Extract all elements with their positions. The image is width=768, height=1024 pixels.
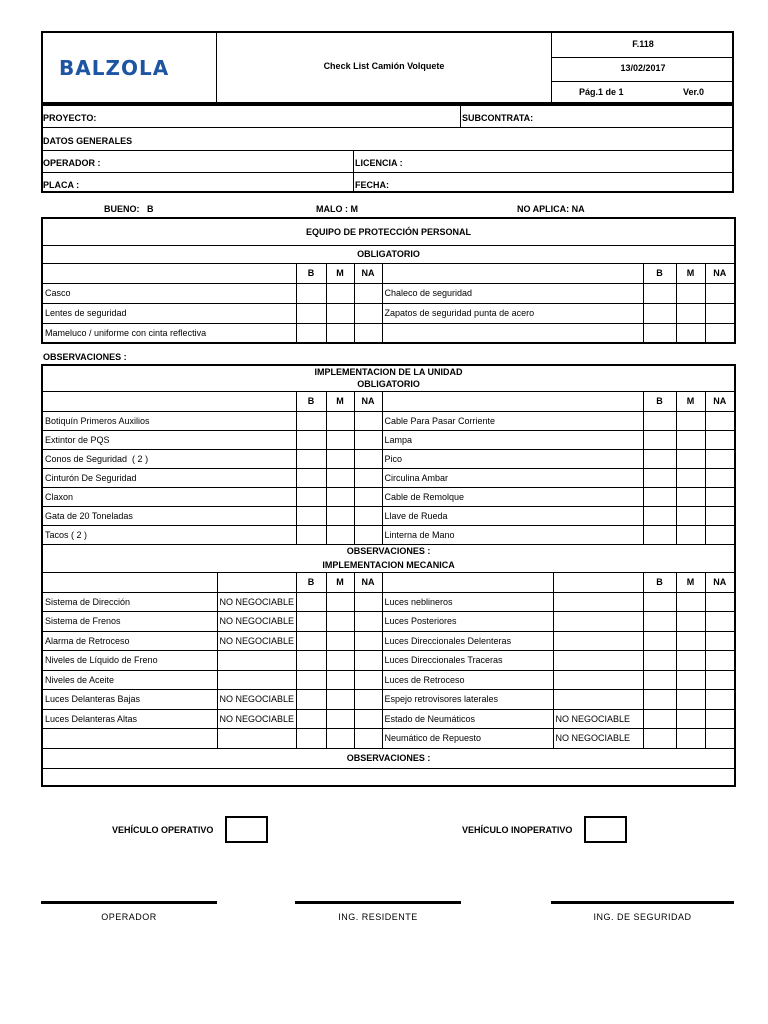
col-m: M bbox=[676, 263, 705, 283]
check-cell[interactable] bbox=[705, 283, 735, 303]
check-cell[interactable] bbox=[643, 670, 676, 690]
signature-line-operador bbox=[41, 901, 217, 904]
check-cell[interactable] bbox=[676, 323, 705, 343]
table-row bbox=[42, 487, 735, 506]
check-cell[interactable] bbox=[676, 631, 705, 651]
item-label: Neumático de Repuesto bbox=[382, 729, 553, 749]
check-cell[interactable] bbox=[643, 631, 676, 651]
check-cell[interactable] bbox=[705, 592, 735, 612]
signature-line-residente bbox=[295, 901, 461, 904]
check-cell[interactable] bbox=[643, 303, 676, 323]
table-row bbox=[42, 323, 735, 343]
check-cell[interactable] bbox=[705, 411, 735, 430]
general-divider bbox=[460, 104, 461, 127]
check-cell[interactable] bbox=[326, 449, 354, 468]
table-row bbox=[42, 430, 735, 449]
item-note: NO NEGOCIABLE bbox=[553, 729, 643, 749]
observaciones-field[interactable] bbox=[42, 768, 735, 786]
table-row bbox=[42, 729, 735, 749]
item-note bbox=[553, 631, 643, 651]
check-cell[interactable] bbox=[326, 468, 354, 487]
check-cell[interactable] bbox=[354, 411, 382, 430]
header-divider bbox=[551, 81, 734, 82]
check-cell[interactable] bbox=[326, 525, 354, 544]
epp-observaciones: OBSERVACIONES : bbox=[43, 352, 127, 362]
company-logo: BALZOLA bbox=[59, 56, 170, 80]
item-note bbox=[553, 690, 643, 710]
check-cell[interactable] bbox=[643, 612, 676, 632]
check-cell[interactable] bbox=[326, 506, 354, 525]
item-note: NO NEGOCIABLE bbox=[553, 709, 643, 729]
table-row bbox=[42, 525, 735, 544]
check-cell[interactable] bbox=[354, 612, 382, 632]
item-label: Chaleco de seguridad bbox=[382, 283, 643, 303]
check-cell[interactable] bbox=[326, 709, 354, 729]
check-cell[interactable] bbox=[354, 631, 382, 651]
col-b: B bbox=[643, 263, 676, 283]
check-cell[interactable] bbox=[296, 670, 326, 690]
check-cell[interactable] bbox=[354, 670, 382, 690]
item-label: Cable de Remolque bbox=[382, 487, 643, 506]
check-cell[interactable] bbox=[705, 690, 735, 710]
table-row bbox=[42, 612, 735, 632]
check-cell[interactable] bbox=[326, 323, 354, 343]
form-page: Pág.1 de 1 bbox=[579, 87, 624, 97]
check-cell[interactable] bbox=[643, 729, 676, 749]
check-cell[interactable] bbox=[326, 487, 354, 506]
check-cell[interactable] bbox=[676, 468, 705, 487]
check-cell[interactable] bbox=[643, 411, 676, 430]
check-cell[interactable] bbox=[326, 690, 354, 710]
check-cell[interactable] bbox=[354, 487, 382, 506]
col-m: M bbox=[676, 391, 705, 411]
check-cell[interactable] bbox=[296, 729, 326, 749]
check-cell[interactable] bbox=[705, 631, 735, 651]
check-cell[interactable] bbox=[705, 651, 735, 671]
check-cell[interactable] bbox=[296, 487, 326, 506]
col-m: M bbox=[326, 263, 354, 283]
item-label: Llave de Rueda bbox=[382, 506, 643, 525]
item-label: Luces Direccionales Traceras bbox=[382, 651, 553, 671]
item-note bbox=[217, 651, 296, 671]
check-cell[interactable] bbox=[705, 449, 735, 468]
item-label: Luces de Retroceso bbox=[382, 670, 553, 690]
general-divider bbox=[353, 150, 354, 193]
check-cell[interactable] bbox=[705, 612, 735, 632]
col-na: NA bbox=[354, 391, 382, 411]
check-cell[interactable] bbox=[354, 303, 382, 323]
general-divider bbox=[41, 150, 734, 151]
epp-table bbox=[41, 217, 736, 344]
legend-bueno: BUENO: B bbox=[104, 204, 154, 214]
check-cell[interactable] bbox=[643, 487, 676, 506]
check-cell[interactable] bbox=[676, 411, 705, 430]
operador-label: OPERADOR : bbox=[43, 158, 101, 168]
check-cell[interactable] bbox=[354, 690, 382, 710]
table-row bbox=[42, 449, 735, 468]
signature-label-seguridad: ING. DE SEGURIDAD bbox=[593, 912, 692, 922]
check-cell[interactable] bbox=[705, 430, 735, 449]
check-cell[interactable] bbox=[326, 631, 354, 651]
check-cell[interactable] bbox=[705, 487, 735, 506]
item-label: Linterna de Mano bbox=[382, 525, 643, 544]
mecanica-observaciones: OBSERVACIONES : bbox=[42, 748, 735, 768]
check-cell[interactable] bbox=[705, 729, 735, 749]
signature-label-residente: ING. RESIDENTE bbox=[338, 912, 418, 922]
check-cell[interactable] bbox=[643, 506, 676, 525]
datos-generales-label: DATOS GENERALES bbox=[43, 136, 133, 146]
check-cell[interactable] bbox=[676, 449, 705, 468]
epp-subtitle: OBLIGATORIO bbox=[42, 245, 735, 263]
check-cell[interactable] bbox=[676, 690, 705, 710]
table-row bbox=[42, 690, 735, 710]
table-row bbox=[42, 283, 735, 303]
item-label: Alarma de Retroceso bbox=[42, 631, 217, 651]
legend-malo: MALO : M bbox=[316, 204, 358, 214]
item-label: Cinturón De Seguridad bbox=[42, 468, 296, 487]
proyecto-label: PROYECTO: bbox=[43, 113, 97, 123]
item-note bbox=[553, 592, 643, 612]
check-cell[interactable] bbox=[354, 506, 382, 525]
check-cell[interactable] bbox=[643, 468, 676, 487]
check-cell[interactable] bbox=[705, 709, 735, 729]
check-cell[interactable] bbox=[296, 525, 326, 544]
form-version: Ver.0 bbox=[683, 87, 705, 97]
check-cell[interactable] bbox=[354, 468, 382, 487]
fecha-label: FECHA: bbox=[355, 180, 389, 190]
item-label: Luces neblineros bbox=[382, 592, 553, 612]
item-label bbox=[42, 729, 217, 749]
item-label: Casco bbox=[42, 283, 296, 303]
header-divider bbox=[551, 57, 734, 58]
col-na: NA bbox=[354, 263, 382, 283]
item-label: Espejo retrovisores laterales bbox=[382, 690, 553, 710]
mecanica-column-header bbox=[42, 572, 735, 592]
form-title: Check List Camión Volquete bbox=[323, 61, 445, 71]
check-cell[interactable] bbox=[676, 283, 705, 303]
item-note: NO NEGOCIABLE bbox=[217, 612, 296, 632]
item-label: Sistema de Dirección bbox=[42, 592, 217, 612]
item-note bbox=[217, 729, 296, 749]
signature-label-operador: OPERADOR bbox=[101, 912, 157, 922]
check-cell[interactable] bbox=[296, 430, 326, 449]
unidad-mecanica-table bbox=[41, 364, 736, 787]
unidad-title: IMPLEMENTACION DE LA UNIDAD bbox=[42, 365, 735, 378]
item-note: NO NEGOCIABLE bbox=[217, 631, 296, 651]
check-cell[interactable] bbox=[296, 449, 326, 468]
form-date: 13/02/2017 bbox=[620, 63, 666, 73]
col-m: M bbox=[676, 572, 705, 592]
check-cell[interactable] bbox=[705, 323, 735, 343]
check-cell[interactable] bbox=[354, 592, 382, 612]
item-label: Cable Para Pasar Corriente bbox=[382, 411, 643, 430]
col-b: B bbox=[296, 572, 326, 592]
item-label: Mameluco / uniforme con cinta reflectiva bbox=[42, 323, 296, 343]
check-cell[interactable] bbox=[643, 449, 676, 468]
check-cell[interactable] bbox=[326, 612, 354, 632]
signature-line-seguridad bbox=[551, 901, 734, 904]
item-label: Luces Delanteras Altas bbox=[42, 709, 217, 729]
item-label: Luces Delanteras Bajas bbox=[42, 690, 217, 710]
check-cell[interactable] bbox=[326, 651, 354, 671]
check-cell[interactable] bbox=[676, 612, 705, 632]
check-cell[interactable] bbox=[643, 283, 676, 303]
mecanica-title: IMPLEMENTACION MECANICA bbox=[42, 558, 735, 572]
item-label: Botiquín Primeros Auxilios bbox=[42, 411, 296, 430]
table-row bbox=[42, 468, 735, 487]
check-cell[interactable] bbox=[705, 506, 735, 525]
item-label: Claxon bbox=[42, 487, 296, 506]
check-cell[interactable] bbox=[296, 631, 326, 651]
unidad-column-header bbox=[42, 391, 735, 411]
item-label: Estado de Neumáticos bbox=[382, 709, 553, 729]
epp-column-header bbox=[42, 263, 735, 283]
check-cell[interactable] bbox=[643, 592, 676, 612]
check-cell[interactable] bbox=[676, 525, 705, 544]
check-cell[interactable] bbox=[326, 283, 354, 303]
licencia-label: LICENCIA : bbox=[355, 158, 403, 168]
check-cell[interactable] bbox=[326, 592, 354, 612]
check-cell[interactable] bbox=[296, 283, 326, 303]
table-row bbox=[42, 303, 735, 323]
check-cell[interactable] bbox=[296, 411, 326, 430]
subcontrata-label: SUBCONTRATA: bbox=[462, 113, 534, 123]
item-label: Extintor de PQS bbox=[42, 430, 296, 449]
check-cell[interactable] bbox=[643, 651, 676, 671]
check-cell[interactable] bbox=[676, 430, 705, 449]
check-cell[interactable] bbox=[296, 651, 326, 671]
item-note: NO NEGOCIABLE bbox=[217, 592, 296, 612]
check-cell[interactable] bbox=[326, 670, 354, 690]
check-cell[interactable] bbox=[354, 651, 382, 671]
col-m: M bbox=[326, 391, 354, 411]
table-row bbox=[42, 506, 735, 525]
check-cell[interactable] bbox=[705, 525, 735, 544]
check-cell[interactable] bbox=[643, 323, 676, 343]
legend-no-aplica: NO APLICA: NA bbox=[517, 204, 585, 214]
table-row bbox=[42, 592, 735, 612]
check-cell[interactable] bbox=[326, 729, 354, 749]
col-b: B bbox=[643, 572, 676, 592]
check-cell[interactable] bbox=[296, 303, 326, 323]
item-label: Tacos ( 2 ) bbox=[42, 525, 296, 544]
col-m: M bbox=[326, 572, 354, 592]
check-cell[interactable] bbox=[326, 411, 354, 430]
check-cell[interactable] bbox=[354, 709, 382, 729]
check-cell[interactable] bbox=[296, 592, 326, 612]
check-cell[interactable] bbox=[676, 303, 705, 323]
item-note bbox=[553, 651, 643, 671]
item-label: Lampa bbox=[382, 430, 643, 449]
check-cell[interactable] bbox=[326, 303, 354, 323]
check-cell[interactable] bbox=[676, 506, 705, 525]
check-cell[interactable] bbox=[354, 283, 382, 303]
check-cell[interactable] bbox=[354, 729, 382, 749]
col-na: NA bbox=[705, 572, 735, 592]
table-row bbox=[42, 670, 735, 690]
item-label: Pico bbox=[382, 449, 643, 468]
check-cell[interactable] bbox=[643, 430, 676, 449]
vehiculo-operativo-label: VEHÍCULO OPERATIVO bbox=[112, 825, 214, 835]
unidad-observaciones: OBSERVACIONES : bbox=[42, 544, 735, 558]
check-cell[interactable] bbox=[676, 670, 705, 690]
unidad-subtitle: OBLIGATORIO bbox=[42, 378, 735, 391]
item-note bbox=[217, 670, 296, 690]
check-cell[interactable] bbox=[296, 323, 326, 343]
check-cell[interactable] bbox=[354, 430, 382, 449]
item-note bbox=[553, 612, 643, 632]
check-cell[interactable] bbox=[643, 525, 676, 544]
table-row bbox=[42, 651, 735, 671]
col-b: B bbox=[296, 391, 326, 411]
general-divider bbox=[41, 127, 734, 128]
item-label: Niveles de Aceite bbox=[42, 670, 217, 690]
check-cell[interactable] bbox=[354, 525, 382, 544]
item-note: NO NEGOCIABLE bbox=[217, 709, 296, 729]
form-code: F.118 bbox=[632, 39, 654, 49]
item-label: Sistema de Frenos bbox=[42, 612, 217, 632]
check-cell[interactable] bbox=[643, 690, 676, 710]
check-cell[interactable] bbox=[326, 430, 354, 449]
item-label: Luces Posteriores bbox=[382, 612, 553, 632]
epp-title: EQUIPO DE PROTECCIÓN PERSONAL bbox=[42, 218, 735, 245]
col-b: B bbox=[296, 263, 326, 283]
item-note bbox=[553, 670, 643, 690]
check-cell[interactable] bbox=[354, 449, 382, 468]
item-label: Luces Direccionales Delenteras bbox=[382, 631, 553, 651]
vehiculo-operativo-checkbox[interactable] bbox=[225, 816, 268, 843]
check-cell[interactable] bbox=[354, 323, 382, 343]
check-cell[interactable] bbox=[676, 487, 705, 506]
check-cell[interactable] bbox=[705, 303, 735, 323]
col-na: NA bbox=[354, 572, 382, 592]
item-label: Gata de 20 Toneladas bbox=[42, 506, 296, 525]
item-label: Conos de Seguridad ( 2 ) bbox=[42, 449, 296, 468]
check-cell[interactable] bbox=[296, 612, 326, 632]
vehiculo-inoperativo-checkbox[interactable] bbox=[584, 816, 627, 843]
check-cell[interactable] bbox=[676, 651, 705, 671]
vehiculo-inoperativo-label: VEHÍCULO INOPERATIVO bbox=[462, 825, 573, 835]
check-cell[interactable] bbox=[643, 709, 676, 729]
col-na: NA bbox=[705, 263, 735, 283]
item-label: Niveles de Líquido de Freno bbox=[42, 651, 217, 671]
check-cell[interactable] bbox=[676, 592, 705, 612]
item-label: Zapatos de seguridad punta de acero bbox=[382, 303, 643, 323]
col-na: NA bbox=[705, 391, 735, 411]
check-cell[interactable] bbox=[705, 670, 735, 690]
item-label: Lentes de seguridad bbox=[42, 303, 296, 323]
item-label: Circulina Ambar bbox=[382, 468, 643, 487]
placa-label: PLACA : bbox=[43, 180, 80, 190]
item-label bbox=[382, 323, 643, 343]
col-b: B bbox=[643, 391, 676, 411]
general-divider bbox=[41, 172, 734, 173]
check-cell[interactable] bbox=[296, 709, 326, 729]
table-row bbox=[42, 411, 735, 430]
check-cell[interactable] bbox=[705, 468, 735, 487]
check-cell[interactable] bbox=[296, 506, 326, 525]
check-cell[interactable] bbox=[676, 709, 705, 729]
check-cell[interactable] bbox=[676, 729, 705, 749]
item-note: NO NEGOCIABLE bbox=[217, 690, 296, 710]
check-cell[interactable] bbox=[296, 690, 326, 710]
check-cell[interactable] bbox=[296, 468, 326, 487]
table-row bbox=[42, 709, 735, 729]
table-row bbox=[42, 631, 735, 651]
